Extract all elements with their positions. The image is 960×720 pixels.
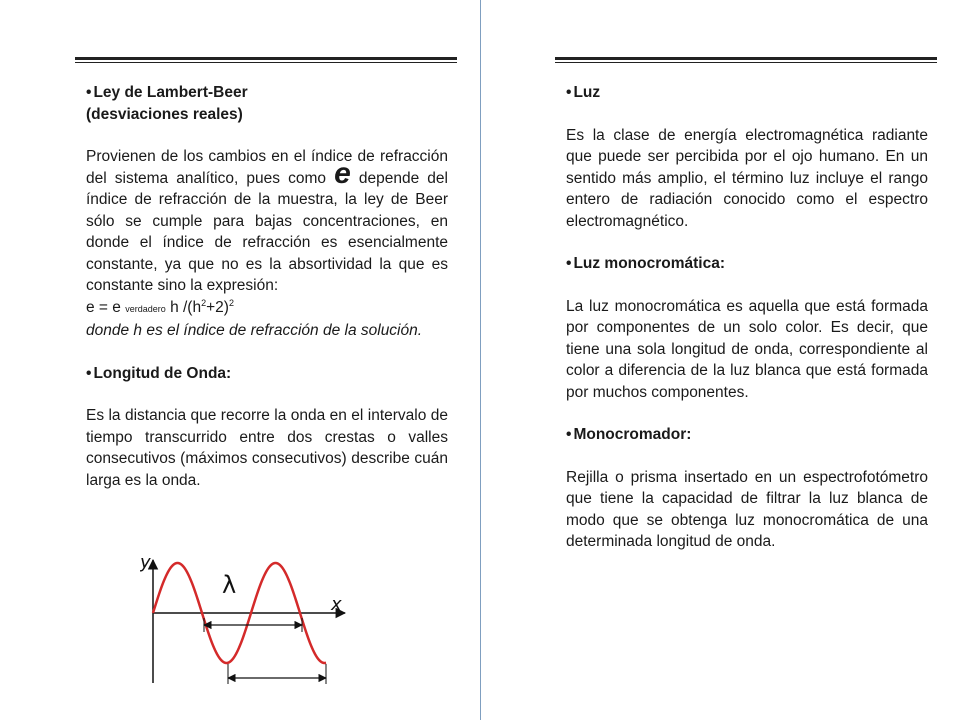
bullet: •: [86, 84, 92, 101]
left-column: [86, 82, 448, 491]
wavelength-diagram: [140, 548, 350, 688]
bullet: •: [86, 364, 92, 382]
bullet: •: [566, 426, 572, 443]
heading-luz-text: Luz: [573, 84, 601, 101]
paragraph-luz-monocromatica: La luz monocromática es aquella que está formada por componentes de un solo color. Es decir, que tiene una sola longitud de onda, correspondiente al color a diferencia de la luz blanca que está formada por muchos componentes.: [566, 297, 928, 401]
formula-superscript-2: 2: [228, 297, 234, 308]
heading-luz-monocromatica: [566, 253, 928, 275]
paragraph-longitud-onda: Es la distancia que recorre la onda en el intervalo de tiempo transcurrido entre dos crestas o valles consecutivos (máximos consecutivos) describe cuán larga es la onda.: [86, 407, 448, 489]
paragraph-desviaciones-part2: depende del índice de refracción de la muestra, la ley de Beer sólo se cumple para bajas concentraciones, en donde el índice de refracción es esencialmente constante, ya que no es la absortividad la que es constante sino la expresión:: [86, 169, 448, 294]
bullet: •: [566, 255, 572, 272]
formula: [86, 297, 448, 321]
heading-monocromador-text: Monocromador:: [573, 426, 692, 443]
heading-longitud-onda: [86, 363, 448, 385]
formula-note: donde h es el índice de refracción de la solución.: [86, 322, 423, 339]
formula-lhs: e = e: [86, 298, 121, 316]
page-divider: [480, 0, 481, 720]
absorptivity-symbol: e: [334, 156, 351, 190]
heading-lambert-beer-line1: Ley de Lambert-Beer: [93, 84, 248, 101]
formula-subscript: verdadero: [125, 303, 166, 314]
paragraph-monocromador: Rejilla o prisma insertado en un espectrofotómetro que tiene la capacidad de filtrar la luz blanca de modo que se obtenga luz monocromática de una determinada longitud de onda.: [566, 468, 928, 550]
bullet: •: [566, 84, 572, 101]
formula-tail: +2): [206, 298, 229, 316]
heading-lambert-beer-line2: (desviaciones reales): [86, 105, 243, 123]
heading-luz-monocromatica-text: Luz monocromática:: [573, 255, 726, 272]
paragraph-luz: Es la clase de energía electromagnética radiante que puede ser percibida por el ojo humano. En un sentido más amplio, el término luz incluye el rango entero de radiación conocido como el espectro electromagnético.: [566, 126, 928, 230]
paragraph-desviaciones: [86, 146, 448, 297]
right-column: [566, 82, 928, 553]
right-top-rule: [555, 57, 937, 63]
heading-longitud-onda-text: Longitud de Onda:: [93, 364, 232, 382]
formula-superscript-1: 2: [201, 297, 207, 308]
formula-mid: h /(h: [170, 298, 202, 316]
y-axis-label: y: [140, 552, 151, 573]
heading-luz: [566, 82, 928, 104]
left-top-rule: [75, 57, 457, 63]
heading-monocromador: [566, 424, 928, 446]
paragraph-desviaciones-part1: Provienen de los cambios en el índice de refracción del sistema analítico, pues como: [86, 148, 448, 187]
lambda-label: λ: [222, 571, 237, 599]
heading-lambert-beer: [86, 82, 448, 125]
x-axis-label: x: [331, 594, 342, 615]
